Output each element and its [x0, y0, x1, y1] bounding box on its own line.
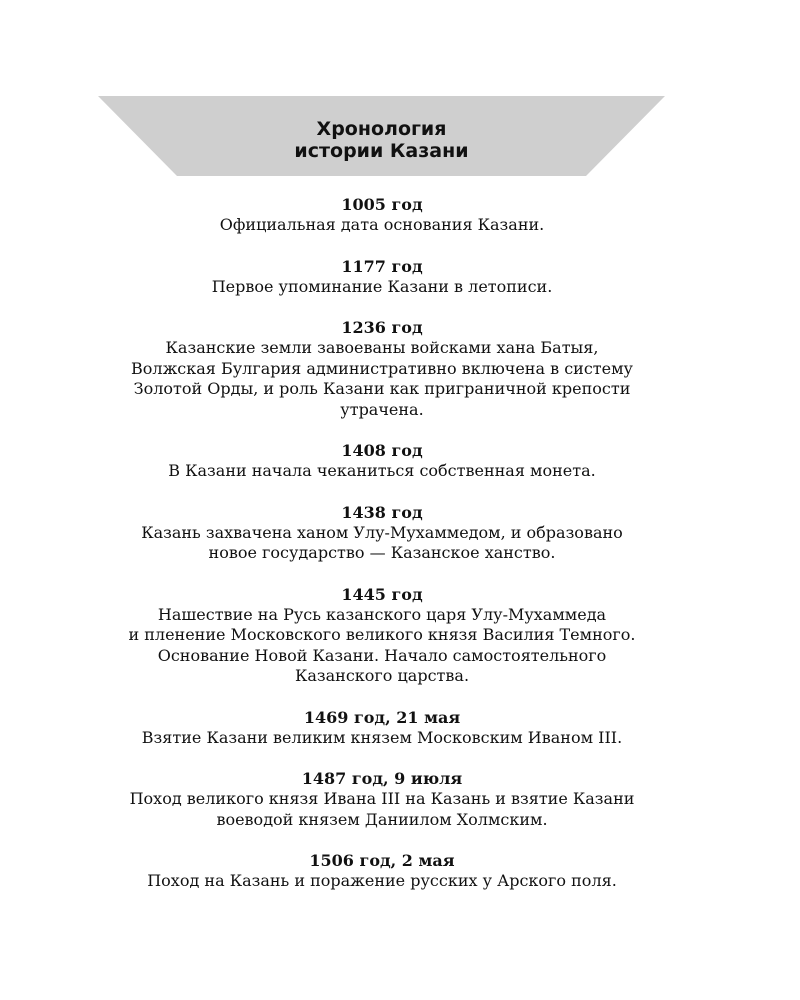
title-banner	[98, 96, 665, 176]
timeline-entry	[80, 503, 684, 564]
timeline-entry	[80, 257, 684, 298]
entry-date: 1005 год	[341, 195, 423, 214]
entry-text-line: Нашествие на Русь казанского царя Улу-Мухаммеда	[157, 604, 607, 624]
entry-date: 1487 год, 9 июля	[301, 769, 463, 788]
entry-text-line: Первое упоминание Казани в летописи.	[211, 276, 553, 296]
entry-text-line: воеводой князем Даниилом Холмским.	[216, 809, 548, 829]
entry-text-line: Золотой Орды, и роль Казани как приграничной крепости	[133, 379, 631, 398]
entry-text-line: Поход великого князя Ивана III на Казань и взятие Казани	[129, 789, 635, 808]
entry-date: 1506 год, 2 мая	[309, 851, 455, 870]
entry-text-line: Казанские земли завоеваны войсками хана Батыя,	[165, 338, 599, 357]
entry-text-line: Казанского царства.	[294, 666, 470, 685]
entry-text-line: утрачена.	[340, 399, 424, 419]
entry-text-line: Казань захвачена ханом Улу-Мухаммедом, и образовано	[141, 522, 623, 542]
timeline-entry	[80, 585, 684, 687]
timeline-list	[80, 195, 684, 913]
timeline-entry	[80, 318, 684, 420]
timeline-entry	[80, 195, 684, 236]
entry-date: 1445 год	[341, 584, 423, 604]
entry-text-line: новое государство — Казанское ханство.	[208, 543, 556, 562]
entry-date: 1469 год, 21 мая	[303, 707, 461, 727]
page-title	[98, 118, 665, 162]
page-title-line-1: Хронология	[316, 118, 447, 140]
entry-text-line: Официальная дата основания Казани.	[219, 215, 545, 234]
entry-date: 1438 год	[341, 502, 423, 522]
entry-text-line: Взятие Казани великим князем Московским Иваном III.	[141, 727, 623, 747]
entry-date: 1236 год	[341, 318, 423, 337]
entry-text-line: Поход на Казань и поражение русских у Арского поля.	[147, 871, 617, 890]
page-title-line-2: истории Казани	[294, 140, 469, 162]
timeline-entry	[80, 441, 684, 482]
entry-date: 1408 год	[341, 441, 423, 460]
entry-text-line: и пленение Московского великого князя Василия Темного.	[128, 625, 636, 644]
timeline-entry	[80, 769, 684, 830]
entry-text-line: В Казани начала чеканиться собственная монета.	[168, 461, 596, 480]
entry-text-line: Волжская Булгария административно включена в систему	[131, 358, 633, 378]
entry-text-line: Основание Новой Казани. Начало самостоятельного	[157, 645, 607, 665]
timeline-entry	[80, 708, 684, 749]
timeline-entry	[80, 851, 684, 892]
entry-date: 1177 год	[341, 256, 423, 276]
